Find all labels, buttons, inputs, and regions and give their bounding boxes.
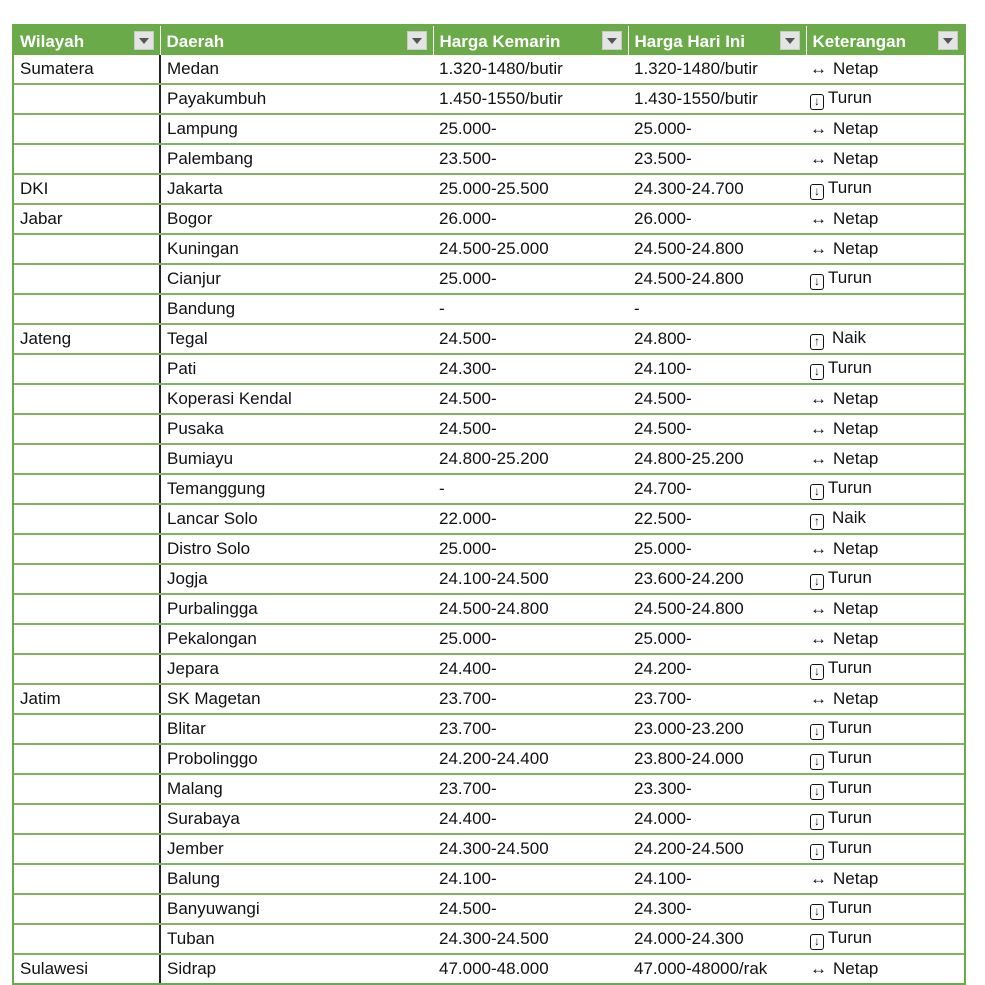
down-arrow-box-icon: ↓ — [810, 814, 824, 830]
cell-wilayah[interactable] — [14, 444, 160, 474]
filter-dropdown-button[interactable] — [407, 31, 427, 50]
cell-keterangan[interactable] — [806, 534, 964, 564]
cell-wilayah[interactable] — [14, 114, 160, 144]
cell-daerah[interactable]: Sidrap — [167, 959, 217, 978]
cell-keterangan[interactable] — [806, 444, 964, 474]
status-label: Netap — [833, 149, 879, 168]
cell-harga-hari-ini[interactable]: 23.300- — [628, 774, 806, 804]
cell-harga-hari-ini[interactable]: 24.200-24.500 — [628, 834, 806, 864]
cell-harga-hari-ini[interactable]: 24.800- — [628, 324, 806, 354]
cell-harga-hari-ini[interactable]: 24.300- — [628, 894, 806, 924]
cell-keterangan[interactable] — [806, 384, 964, 414]
header-row — [14, 26, 964, 55]
left-right-arrow-icon: ↔ — [810, 869, 827, 888]
down-arrow-box-icon: ↓ — [810, 274, 824, 290]
cell-harga-hari-ini[interactable]: 24.000- — [628, 804, 806, 834]
cell-wilayah[interactable]: DKI — [14, 174, 160, 204]
cell-keterangan[interactable] — [806, 744, 964, 774]
status-label: Netap — [833, 449, 879, 468]
cell-harga-hari-ini[interactable]: 24.700- — [628, 474, 806, 504]
cell-harga-kemarin[interactable]: 25.000- — [433, 114, 628, 144]
cell-daerah[interactable]: Payakumbuh — [160, 84, 433, 114]
cell-keterangan[interactable] — [806, 234, 964, 264]
cell-harga-hari-ini[interactable]: 1.320-1480/butir — [628, 55, 806, 84]
cell-keterangan[interactable] — [806, 144, 964, 174]
cell-daerah[interactable]: Pati — [160, 354, 433, 384]
down-arrow-box-icon: ↓ — [810, 574, 824, 590]
up-arrow-box-icon: ↑ — [810, 334, 824, 350]
table-row — [14, 684, 964, 714]
table-row — [14, 834, 964, 864]
table-row — [14, 384, 964, 414]
cell-wilayah[interactable] — [14, 744, 160, 774]
cell-wilayah[interactable] — [14, 564, 160, 594]
left-right-arrow-icon: ↔ — [810, 599, 827, 618]
status-label: Turun — [828, 478, 872, 497]
cell-harga-hari-ini[interactable]: 23.500- — [628, 144, 806, 174]
cell-daerah[interactable]: Jogja — [160, 564, 433, 594]
cell-daerah[interactable]: Malang — [160, 774, 433, 804]
cell-daerah[interactable]: Surabaya — [160, 804, 433, 834]
left-right-arrow-icon: ↔ — [810, 119, 827, 138]
cell-harga-hari-ini[interactable]: 22.500- — [628, 504, 806, 534]
status-label: Netap — [833, 869, 879, 888]
cell-harga-kemarin[interactable]: 24.500- — [433, 894, 628, 924]
cell-daerah[interactable]: Pusaka — [160, 414, 433, 444]
table-row — [14, 144, 964, 174]
cell-wilayah[interactable] — [14, 624, 160, 654]
cell-wilayah[interactable]: Jatim — [14, 684, 160, 714]
cell-wilayah[interactable] — [14, 384, 160, 414]
price-table-container — [12, 24, 966, 985]
cell-harga-kemarin[interactable]: 24.300-24.500 — [433, 924, 628, 954]
cell-wilayah[interactable] — [14, 654, 160, 684]
cell-harga-hari-ini[interactable]: 24.100- — [628, 864, 806, 894]
down-arrow-box-icon: ↓ — [810, 844, 824, 860]
cell-harga-kemarin[interactable]: 24.500-24.800 — [433, 594, 628, 624]
status-label: Netap — [833, 239, 879, 258]
header-label: Harga Kemarin — [439, 31, 561, 51]
table-row — [14, 84, 964, 114]
header-harga-kemarin — [433, 26, 628, 55]
cell-wilayah[interactable] — [14, 504, 160, 534]
left-right-arrow-icon: ↔ — [810, 59, 827, 78]
table-row — [14, 234, 964, 264]
status-label: Netap — [833, 419, 879, 438]
table-row — [14, 414, 964, 444]
table-row — [14, 924, 964, 954]
cell-daerah[interactable]: Banyuwangi — [160, 894, 433, 924]
cell-harga-kemarin[interactable]: 25.000- — [433, 534, 628, 564]
cell-keterangan[interactable] — [806, 55, 964, 84]
cell-wilayah[interactable] — [14, 474, 160, 504]
cell-harga-hari-ini[interactable]: 24.200- — [628, 654, 806, 684]
cell-harga-hari-ini[interactable]: 24.000-24.300 — [628, 924, 806, 954]
cell-daerah[interactable]: Koperasi Kendal — [160, 384, 433, 414]
cell-harga-hari-ini[interactable]: 25.000- — [628, 624, 806, 654]
cell-daerah[interactable]: Tuban — [160, 924, 433, 954]
cell-wilayah[interactable] — [14, 144, 160, 174]
cell-keterangan[interactable] — [806, 804, 964, 834]
header-keterangan — [806, 26, 964, 55]
table-row — [14, 55, 964, 84]
cell-harga-hari-ini[interactable]: 24.500- — [628, 384, 806, 414]
cell-harga-hari-ini[interactable]: 25.000- — [628, 534, 806, 564]
cell-harga-kemarin[interactable]: 24.100-24.500 — [433, 564, 628, 594]
cell-harga-hari-ini[interactable]: 24.100- — [628, 354, 806, 384]
down-arrow-box-icon: ↓ — [810, 934, 824, 950]
cell-keterangan[interactable] — [806, 894, 964, 924]
down-arrow-box-icon: ↓ — [810, 184, 824, 200]
cell-daerah[interactable]: Medan — [160, 55, 433, 84]
cell-wilayah[interactable]: Jabar — [14, 204, 160, 234]
filter-dropdown-button[interactable] — [134, 31, 154, 50]
cell-keterangan[interactable] — [806, 324, 964, 354]
cell-daerah[interactable]: Bandung — [160, 294, 433, 324]
cell-keterangan[interactable] — [806, 864, 964, 894]
cell-wilayah[interactable] — [14, 234, 160, 264]
cell-harga-hari-ini[interactable]: 24.500-24.800 — [628, 264, 806, 294]
status-label: Naik — [832, 328, 867, 347]
cell-wilayah[interactable]: Sumatera — [14, 55, 160, 84]
cell-keterangan[interactable] — [806, 714, 964, 744]
status-label: Turun — [828, 838, 872, 857]
left-right-arrow-icon: ↔ — [810, 209, 827, 228]
table-row — [14, 894, 964, 924]
cell-harga-kemarin[interactable]: 25.000- — [433, 264, 628, 294]
cell-keterangan[interactable] — [806, 354, 964, 384]
status-label: Turun — [828, 928, 872, 947]
table-row — [14, 504, 964, 534]
table-row — [14, 114, 964, 144]
status-label: Netap — [833, 599, 879, 618]
cell-keterangan[interactable] — [806, 204, 964, 234]
cell-harga-hari-ini[interactable]: 25.000- — [628, 114, 806, 144]
header-label: Harga Hari Ini — [634, 31, 746, 51]
cell-wilayah[interactable] — [14, 84, 160, 114]
left-right-arrow-icon: ↔ — [810, 539, 827, 558]
table-row — [14, 864, 964, 894]
cell-keterangan[interactable] — [806, 834, 964, 864]
cell-harga-kemarin[interactable]: - — [433, 294, 628, 324]
cell-wilayah[interactable] — [14, 894, 160, 924]
status-label: Turun — [828, 778, 872, 797]
cell-harga-kemarin[interactable]: 23.700- — [433, 684, 628, 714]
down-arrow-box-icon: ↓ — [810, 724, 824, 740]
cell-keterangan[interactable] — [806, 954, 964, 983]
status-label: Netap — [833, 389, 879, 408]
left-right-arrow-icon: ↔ — [810, 449, 827, 468]
status-label: Netap — [833, 629, 879, 648]
filter-dropdown-button[interactable] — [780, 31, 800, 50]
price-table — [14, 26, 964, 983]
cell-keterangan[interactable] — [806, 594, 964, 624]
cell-daerah[interactable]: Pekalongan — [160, 624, 433, 654]
cell-harga-kemarin[interactable]: 24.500- — [433, 324, 628, 354]
cell-harga-kemarin[interactable]: 24.100- — [433, 864, 628, 894]
left-right-arrow-icon: ↔ — [810, 959, 827, 978]
cell-harga-hari-ini[interactable]: 23.000-23.200 — [628, 714, 806, 744]
cell-harga-hari-ini[interactable]: 1.430-1550/butir — [628, 84, 806, 114]
cell-daerah[interactable]: Purbalingga — [160, 594, 433, 624]
table-row — [14, 624, 964, 654]
table-row — [14, 804, 964, 834]
status-label: Netap — [833, 209, 879, 228]
down-arrow-box-icon: ↓ — [810, 904, 824, 920]
cell-harga-hari-ini[interactable]: 24.500- — [628, 414, 806, 444]
cell-keterangan[interactable] — [806, 504, 964, 534]
cell-daerah[interactable]: Lampung — [160, 114, 433, 144]
status-label: Turun — [828, 88, 872, 107]
cell-keterangan[interactable] — [806, 264, 964, 294]
down-arrow-box-icon: ↓ — [810, 364, 824, 380]
cell-keterangan[interactable] — [806, 84, 964, 114]
status-label: Turun — [828, 718, 872, 737]
status-label: Turun — [828, 178, 872, 197]
cell-harga-kemarin[interactable]: 22.000- — [433, 504, 628, 534]
cell-keterangan[interactable] — [806, 684, 964, 714]
table-row — [14, 324, 964, 354]
cell-wilayah[interactable] — [14, 294, 160, 324]
cell-daerah[interactable]: Bogor — [160, 204, 433, 234]
cell-daerah[interactable]: Kuningan — [160, 234, 433, 264]
left-right-arrow-icon: ↔ — [810, 149, 827, 168]
table-row — [14, 174, 964, 204]
left-right-arrow-icon: ↔ — [810, 389, 827, 408]
left-right-arrow-icon: ↔ — [810, 419, 827, 438]
table-row — [14, 954, 964, 983]
cell-daerah[interactable]: SK Magetan — [160, 684, 433, 714]
cell-keterangan[interactable] — [806, 414, 964, 444]
cell-harga-kemarin[interactable]: 47.000-48.000 — [439, 959, 549, 978]
status-label: Turun — [828, 358, 872, 377]
cell-keterangan[interactable] — [806, 774, 964, 804]
filter-dropdown-button[interactable] — [602, 31, 622, 50]
header-wilayah — [14, 26, 160, 55]
cell-keterangan[interactable] — [806, 294, 964, 324]
down-arrow-box-icon: ↓ — [810, 754, 824, 770]
cell-daerah[interactable]: Blitar — [160, 714, 433, 744]
cell-harga-hari-ini[interactable]: 24.500-24.800 — [628, 234, 806, 264]
cell-daerah[interactable]: Balung — [160, 864, 433, 894]
cell-harga-kemarin[interactable]: 25.000-25.500 — [433, 174, 628, 204]
cell-daerah[interactable]: Probolinggo — [160, 744, 433, 774]
cell-wilayah[interactable] — [14, 534, 160, 564]
cell-harga-kemarin[interactable]: 23.700- — [433, 774, 628, 804]
table-row — [14, 534, 964, 564]
down-arrow-box-icon: ↓ — [810, 784, 824, 800]
cell-harga-hari-ini[interactable]: 26.000- — [628, 204, 806, 234]
table-row — [14, 744, 964, 774]
cell-daerah[interactable]: Jember — [160, 834, 433, 864]
cell-harga-kemarin[interactable]: 24.500- — [433, 414, 628, 444]
cell-wilayah[interactable] — [14, 924, 160, 954]
table-row — [14, 714, 964, 744]
cell-harga-kemarin[interactable]: 26.000- — [433, 204, 628, 234]
table-row — [14, 354, 964, 384]
table-row — [14, 264, 964, 294]
cell-harga-kemarin[interactable]: 25.000- — [433, 624, 628, 654]
cell-harga-hari-ini[interactable]: 24.500-24.800 — [628, 594, 806, 624]
status-label: Netap — [833, 119, 879, 138]
cell-daerah[interactable]: Cianjur — [160, 264, 433, 294]
cell-harga-kemarin[interactable]: - — [433, 474, 628, 504]
down-arrow-box-icon: ↓ — [810, 484, 824, 500]
cell-harga-kemarin[interactable]: 24.400- — [433, 804, 628, 834]
cell-keterangan[interactable] — [806, 624, 964, 654]
up-arrow-box-icon: ↑ — [810, 514, 824, 530]
cell-wilayah[interactable] — [14, 804, 160, 834]
cell-harga-hari-ini[interactable]: 23.700- — [628, 684, 806, 714]
down-arrow-box-icon: ↓ — [810, 94, 824, 110]
status-label: Netap — [833, 539, 879, 558]
status-label: Turun — [828, 568, 872, 587]
cell-wilayah[interactable] — [14, 834, 160, 864]
cell-harga-kemarin[interactable]: 24.300- — [433, 354, 628, 384]
header-label: Daerah — [166, 31, 225, 51]
left-right-arrow-icon: ↔ — [810, 629, 827, 648]
cell-wilayah[interactable] — [14, 714, 160, 744]
cell-harga-hari-ini[interactable]: 24.300-24.700 — [628, 174, 806, 204]
status-label: Netap — [833, 959, 879, 978]
table-row — [14, 774, 964, 804]
cell-harga-kemarin[interactable]: 23.500- — [433, 144, 628, 174]
status-label: Naik — [832, 508, 867, 527]
status-label: Turun — [828, 658, 872, 677]
table-row — [14, 444, 964, 474]
table-body — [14, 55, 964, 983]
cell-wilayah[interactable] — [14, 594, 160, 624]
cell-daerah[interactable]: Temanggung — [160, 474, 433, 504]
cell-harga-hari-ini[interactable]: 47.000-48000/rak — [634, 959, 768, 978]
cell-wilayah[interactable]: Jateng — [14, 324, 160, 354]
status-label: Turun — [828, 808, 872, 827]
cell-daerah[interactable]: Palembang — [160, 144, 433, 174]
cell-wilayah[interactable] — [14, 774, 160, 804]
cell-wilayah[interactable] — [14, 864, 160, 894]
table-row — [14, 654, 964, 684]
status-label: Netap — [833, 59, 879, 78]
cell-harga-kemarin[interactable]: 24.800-25.200 — [433, 444, 628, 474]
cell-harga-kemarin[interactable]: 24.500-25.000 — [433, 234, 628, 264]
cell-harga-hari-ini[interactable]: 23.600-24.200 — [628, 564, 806, 594]
cell-daerah[interactable]: Tegal — [160, 324, 433, 354]
table-row — [14, 294, 964, 324]
cell-harga-kemarin[interactable]: 24.500- — [433, 384, 628, 414]
cell-daerah[interactable]: Lancar Solo — [160, 504, 433, 534]
status-label: Netap — [833, 689, 879, 708]
table-row — [14, 564, 964, 594]
cell-keterangan[interactable] — [806, 924, 964, 954]
cell-keterangan[interactable] — [806, 474, 964, 504]
status-label: Turun — [828, 748, 872, 767]
cell-harga-kemarin[interactable]: 1.450-1550/butir — [433, 84, 628, 114]
header-harga-hari-ini — [628, 26, 806, 55]
cell-wilayah[interactable] — [14, 264, 160, 294]
cell-daerah[interactable]: Distro Solo — [160, 534, 433, 564]
cell-harga-kemarin[interactable]: 24.200-24.400 — [433, 744, 628, 774]
cell-harga-hari-ini[interactable]: 24.800-25.200 — [628, 444, 806, 474]
cell-keterangan[interactable] — [806, 564, 964, 594]
header-daerah — [160, 26, 433, 55]
cell-harga-kemarin[interactable]: 24.300-24.500 — [433, 834, 628, 864]
cell-wilayah[interactable]: Sulawesi — [14, 954, 160, 983]
cell-keterangan[interactable] — [806, 114, 964, 144]
cell-wilayah[interactable] — [14, 414, 160, 444]
status-label: Turun — [828, 268, 872, 287]
cell-harga-hari-ini[interactable]: - — [628, 294, 806, 324]
cell-harga-hari-ini[interactable]: 23.800-24.000 — [628, 744, 806, 774]
cell-harga-kemarin[interactable]: 1.320-1480/butir — [433, 55, 628, 84]
cell-keterangan[interactable] — [806, 654, 964, 684]
status-label: Turun — [828, 898, 872, 917]
table-row — [14, 474, 964, 504]
filter-dropdown-button[interactable] — [938, 31, 958, 50]
down-arrow-box-icon: ↓ — [810, 664, 824, 680]
cell-harga-kemarin[interactable]: 23.700- — [433, 714, 628, 744]
left-right-arrow-icon: ↔ — [810, 239, 827, 258]
header-label: Wilayah — [20, 31, 85, 51]
table-row — [14, 594, 964, 624]
table-row — [14, 204, 964, 234]
cell-daerah[interactable]: Jepara — [160, 654, 433, 684]
header-label: Keterangan — [812, 31, 907, 51]
cell-daerah[interactable]: Bumiayu — [160, 444, 433, 474]
cell-keterangan[interactable] — [806, 174, 964, 204]
cell-wilayah[interactable] — [14, 354, 160, 384]
left-right-arrow-icon: ↔ — [810, 689, 827, 708]
cell-harga-kemarin[interactable]: 24.400- — [433, 654, 628, 684]
cell-daerah[interactable]: Jakarta — [160, 174, 433, 204]
